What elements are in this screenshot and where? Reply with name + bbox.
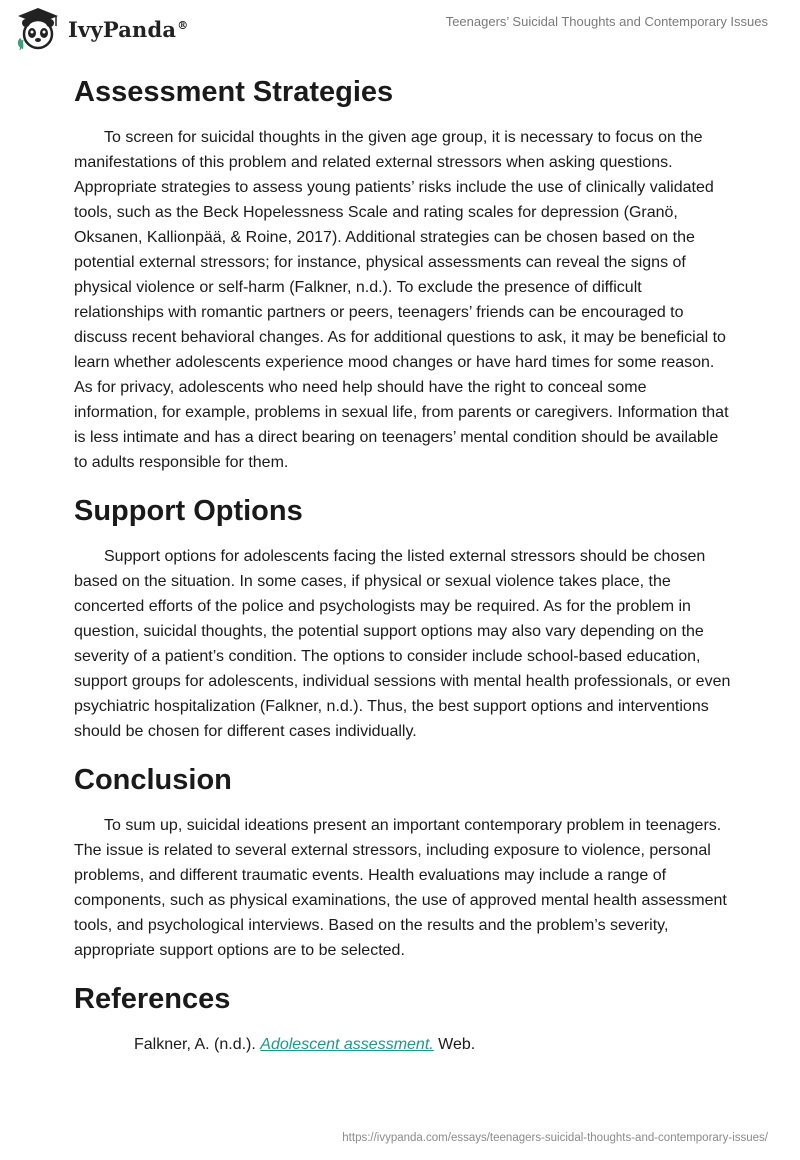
registered-mark: ® bbox=[177, 18, 189, 32]
document-title: Teenagers’ Suicidal Thoughts and Contemporary Issues bbox=[445, 14, 768, 29]
page-header bbox=[0, 0, 800, 64]
section-paragraph: To sum up, suicidal ideations present an important contemporary problem in teenagers. The issue is related to several external stressors, including exposure to violence, personal problems, and different traumatic events. Health evaluations may include a range of components, such as physical examinations, the use of approved mental health assessment tools, and psychological interviews. Based on the results and the problem’s severity, appropriate support options are to be selected. bbox=[74, 817, 727, 959]
panda-graduate-icon bbox=[14, 6, 62, 52]
section-conclusion bbox=[74, 758, 734, 963]
section-support-options bbox=[74, 489, 734, 744]
ivypanda-logo[interactable] bbox=[14, 6, 188, 52]
reference-suffix: Web. bbox=[433, 1036, 476, 1053]
section-paragraph: Support options for adolescents facing the listed external stressors should be chosen based on the situation. In some cases, if physical or sexual violence takes place, the concerted efforts of the police and psychologists may be required. As for the problem in question, suicidal thoughts, the potential support options may also vary depending on the severity of a patient’s condition. The options to consider include school-based education, support groups for adolescents, individual sessions with mental health professionals, or even psychiatric hospitalization (Falkner, n.d.). Thus, the best support options and interventions should be chosen for different cases individually. bbox=[74, 548, 731, 740]
reference-author: Falkner, A. (n.d.). bbox=[134, 1036, 261, 1053]
essay-content bbox=[74, 70, 734, 1057]
section-heading: Assessment Strategies bbox=[74, 76, 394, 108]
section-assessment-strategies bbox=[74, 70, 734, 475]
reference-link[interactable]: Adolescent assessment. bbox=[260, 1036, 434, 1053]
section-paragraph: To screen for suicidal thoughts in the given age group, it is necessary to focus on the manifestations of this problem and related external stressors when asking questions. Appropriate strategies to assess young patients’ risks include the use of clinically validated tools, such as the Beck Hopelessness Scale and rating scales for depression (Granö, Oksanen, Kallionpää, & Roine, 2017). Additional strategies can be chosen based on the potential external stressors; for instance, physical assessments can reveal the signs of physical violence or self-harm (Falkner, n.d.). To exclude the presence of difficult relationships with romantic partners or peers, teenagers’ friends can be encouraged to discuss recent behavioral changes. As for additional questions to ask, it may be beneficial to learn whether adolescents experience mood changes or have hard times for some reason. As for privacy, adolescents who need help should have the right to conceal some information, for example, problems in sexual life, from parents or caregivers. Information that is less intimate and has a direct bearing on teenagers’ mental condition should be available to adults responsible for them. bbox=[74, 129, 729, 471]
footer-url[interactable]: https://ivypanda.com/essays/teenagers-suicidal-thoughts-and-contemporary-issues/ bbox=[342, 1132, 768, 1144]
section-heading: Conclusion bbox=[74, 764, 232, 796]
reference-entry bbox=[74, 1032, 734, 1057]
section-heading: Support Options bbox=[74, 495, 303, 527]
section-references bbox=[74, 977, 734, 1057]
brand-name: IvyPanda® bbox=[68, 16, 189, 42]
section-heading: References bbox=[74, 983, 231, 1015]
